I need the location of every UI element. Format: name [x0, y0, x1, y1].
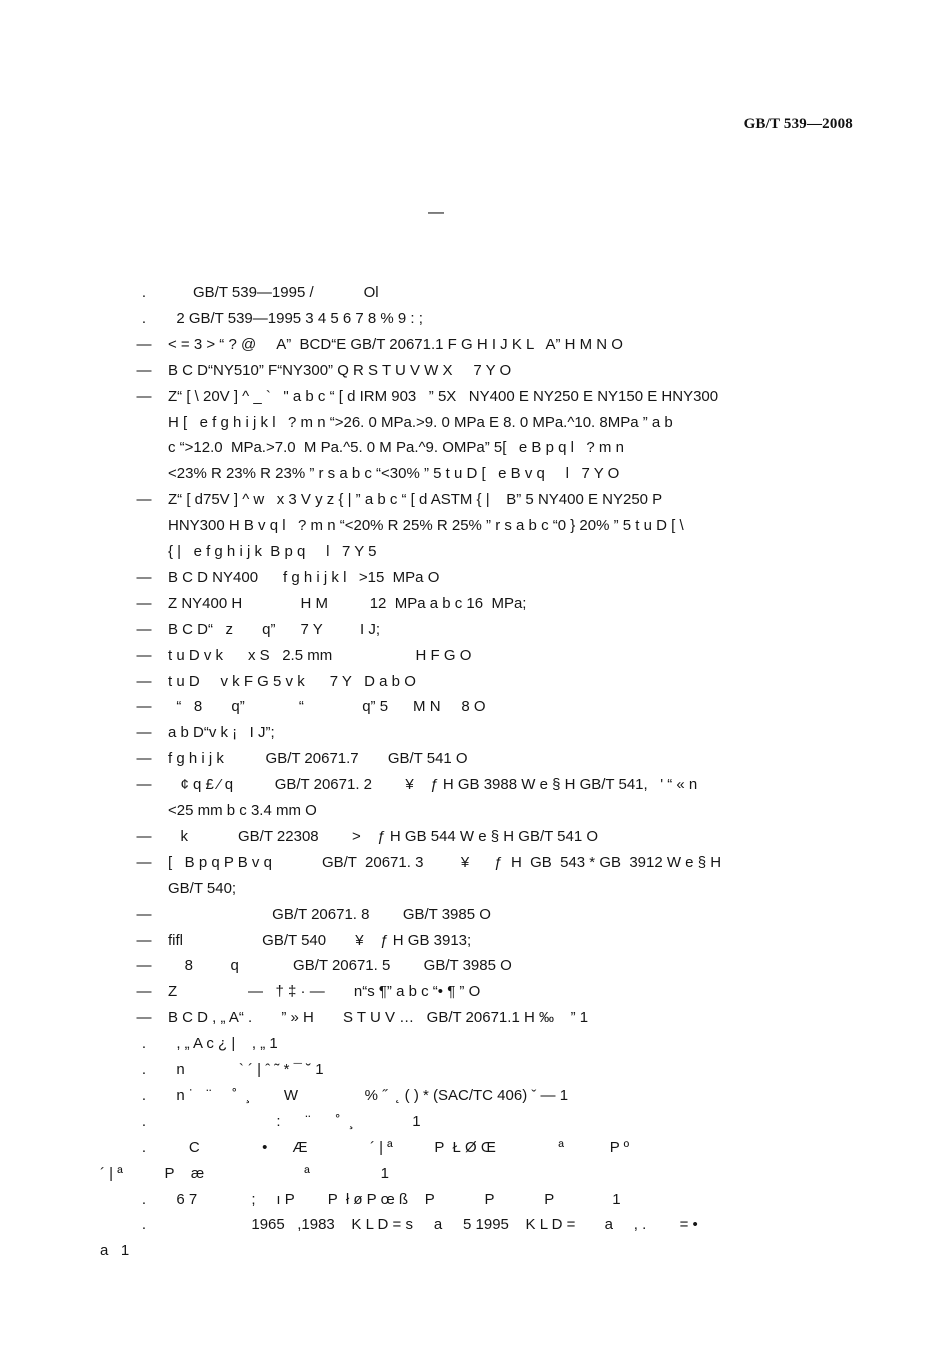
document-line — [0, 306, 950, 332]
document-line — [0, 410, 950, 436]
line-marker: — — [136, 724, 152, 742]
line-marker: — — [136, 568, 152, 586]
line-marker: — — [136, 905, 152, 923]
line-marker: . — [141, 1216, 147, 1234]
document-line — [0, 928, 950, 954]
line-marker: . — [141, 1061, 147, 1078]
line-text: 8 q GB/T 20671. 5 GB/T 3985 O — [168, 957, 512, 975]
line-text: t u D v k F G 5 v k 7 Y D a b O — [168, 672, 416, 690]
line-text: <25 mm b c 3.4 mm O — [168, 802, 317, 819]
line-text: Z NY400 H H M 12 MPa a b c 16 MPa; — [168, 594, 527, 612]
document-line — [0, 1212, 950, 1238]
line-marker: . — [141, 1190, 147, 1208]
line-text: B C D“ z q” 7 Y I J; — [168, 620, 380, 638]
document-line — [0, 1161, 950, 1187]
document-line — [0, 876, 950, 902]
line-text: B C D , „ A“ . ” » H S T U V … GB/T 20671.1 H ‰ ” 1 — [168, 1009, 589, 1027]
line-text: a 1 — [100, 1242, 130, 1260]
document-line — [0, 694, 950, 720]
line-text: B C D NY400 f g h i j k l >15 MPa O — [168, 568, 440, 586]
document-line — [0, 1083, 950, 1109]
document-line — [0, 280, 950, 306]
document-line — [0, 1057, 950, 1083]
document-line — [0, 1187, 950, 1213]
line-text: n ` ´ | ˆ ˜ * ¯ ˘ 1 — [168, 1061, 324, 1078]
line-marker: — — [136, 957, 152, 975]
line-text: n ˙ ¨ ˚ ¸ W % ˝ ˛ ( ) * (SAC/TC 406) ˇ — 1 — [168, 1086, 569, 1104]
line-text: fifl GB/T 540 ¥ ƒ H GB 3913; — [168, 931, 472, 949]
line-text: : ¨ ˚ ¸ 1 — [168, 1112, 421, 1130]
document-line — [0, 1135, 950, 1161]
document-line — [0, 487, 950, 513]
line-marker: — — [136, 594, 152, 612]
document-line — [0, 798, 950, 824]
line-marker: — — [136, 361, 152, 379]
line-text: GB/T 20671. 8 GB/T 3985 O — [168, 905, 491, 923]
document-line — [0, 565, 950, 591]
line-marker: — — [136, 1009, 152, 1027]
line-marker: . — [141, 1112, 147, 1130]
document-line — [0, 332, 950, 358]
line-marker: — — [136, 827, 152, 845]
document-line — [0, 720, 950, 746]
document-line — [0, 1109, 950, 1135]
document-line — [0, 669, 950, 695]
standard-code-header: GB/T 539—2008 — [743, 116, 853, 132]
line-text: H [ e f g h i j k l ? m n “>26. 0 MPa.>9. 0 MPa E 8. 0 MPa.^10. 8MPa ” a b — [168, 413, 673, 431]
line-text: 1965 ,1983 K L D = s a 5 1995 K L D = a , . = • — [168, 1216, 698, 1234]
document-line — [0, 772, 950, 798]
line-text: k GB/T 22308 > ƒ H GB 544 W e § H GB/T 541 O — [168, 827, 599, 845]
document-line — [0, 384, 950, 410]
line-text: c “>12.0 MPa.>7.0 M Pa.^5. 0 M Pa.^9. OMPa” 5[ e B p q l ? m n — [168, 439, 624, 457]
line-marker: — — [136, 931, 152, 949]
document-line — [0, 539, 950, 565]
line-marker: — — [136, 853, 152, 871]
line-marker: . — [141, 1138, 147, 1156]
line-text: <23% R 23% R 23% ” r s a b c “<30% ” 5 t u D [ e B v q l 7 Y O — [168, 465, 620, 483]
line-text: { | e f g h i j k B p q l 7 Y 5 — [168, 543, 377, 560]
document-line — [0, 746, 950, 772]
line-text: B C D“NY510” F“NY300” Q R S T U V W X 7 Y O — [168, 361, 512, 379]
line-text: 6 7 ; ı P P ł ø P œ ß P P P 1 — [168, 1190, 621, 1208]
line-text: HNY300 H B v q l ? m n “<20% R 25% R 25% ” r s a b c “0 } 20% ” 5 t u D [ \ — [168, 517, 684, 535]
line-marker: . — [141, 309, 147, 327]
document-line — [0, 461, 950, 487]
line-marker: — — [136, 335, 152, 353]
line-marker: . — [141, 1086, 147, 1104]
line-marker: — — [136, 646, 152, 664]
line-text: Z“ [ d75V ] ^ w x 3 V y z { | ” a b c “ [ d ASTM { | B” 5 NY400 E NY250 P — [168, 491, 663, 509]
document-line — [0, 591, 950, 617]
line-marker: — — [136, 620, 152, 638]
line-text: ´ | ª P æ ª 1 — [100, 1164, 389, 1182]
line-text: Z“ [ \ 20V ] ^ _ ` " a b c “ [ d IRM 903 ” 5X NY400 E NY250 E NY150 E HNY300 — [168, 387, 719, 405]
line-text: GB/T 540; — [168, 879, 237, 897]
line-marker: — — [136, 983, 152, 1001]
line-text: t u D v k x S 2.5 mm H F G O — [168, 646, 472, 664]
line-text: < = 3 > “ ? @ A” BCD“E GB/T 20671.1 F G H I J K L A” H M N O — [168, 335, 623, 353]
document-line — [0, 643, 950, 669]
line-text: 2 GB/T 539—1995 3 4 5 6 7 8 % 9 : ; — [168, 309, 423, 327]
line-marker: — — [136, 750, 152, 768]
document-line — [0, 1005, 950, 1031]
document-line — [0, 902, 950, 928]
line-marker: — — [136, 387, 152, 405]
line-text: ¢ q £ ⁄ q GB/T 20671. 2 ¥ ƒ H GB 3988 W e § H GB/T 541, ' “ « n — [168, 776, 698, 794]
line-marker: — — [136, 672, 152, 690]
document-line — [0, 358, 950, 384]
line-text: C • Æ ´ | ª P Ł Ø Œ ª P º — [168, 1138, 630, 1156]
line-text: [ B p q P B v q GB/T 20671. 3 ¥ ƒ H GB 543 * GB 3912 W e § H — [168, 853, 722, 871]
line-marker: — — [136, 698, 152, 716]
document-line — [0, 1031, 950, 1057]
document-line — [0, 979, 950, 1005]
document-line — [0, 435, 950, 461]
line-text: “ 8 q” “ q” 5 M N 8 O — [168, 698, 486, 716]
document-line — [0, 953, 950, 979]
line-text: a b D“v k ¡ I J”; — [168, 724, 275, 742]
document-line — [0, 513, 950, 539]
line-marker: — — [136, 491, 152, 509]
line-text: , „ A c ¿ | , „ 1 — [168, 1035, 278, 1053]
title-dash-mark: — — [428, 204, 444, 221]
line-text: Z — † ‡ · — n“s ¶” a b c “• ¶ ” O — [168, 983, 481, 1001]
line-marker: . — [141, 284, 147, 301]
document-line — [0, 824, 950, 850]
line-text: f g h i j k GB/T 20671.7 GB/T 541 O — [168, 750, 468, 768]
document-line — [0, 617, 950, 643]
document-line — [0, 850, 950, 876]
document-line — [0, 1238, 950, 1264]
line-marker: — — [136, 776, 152, 794]
line-text: GB/T 539—1995 / Ol — [168, 284, 379, 301]
line-marker: . — [141, 1035, 147, 1053]
